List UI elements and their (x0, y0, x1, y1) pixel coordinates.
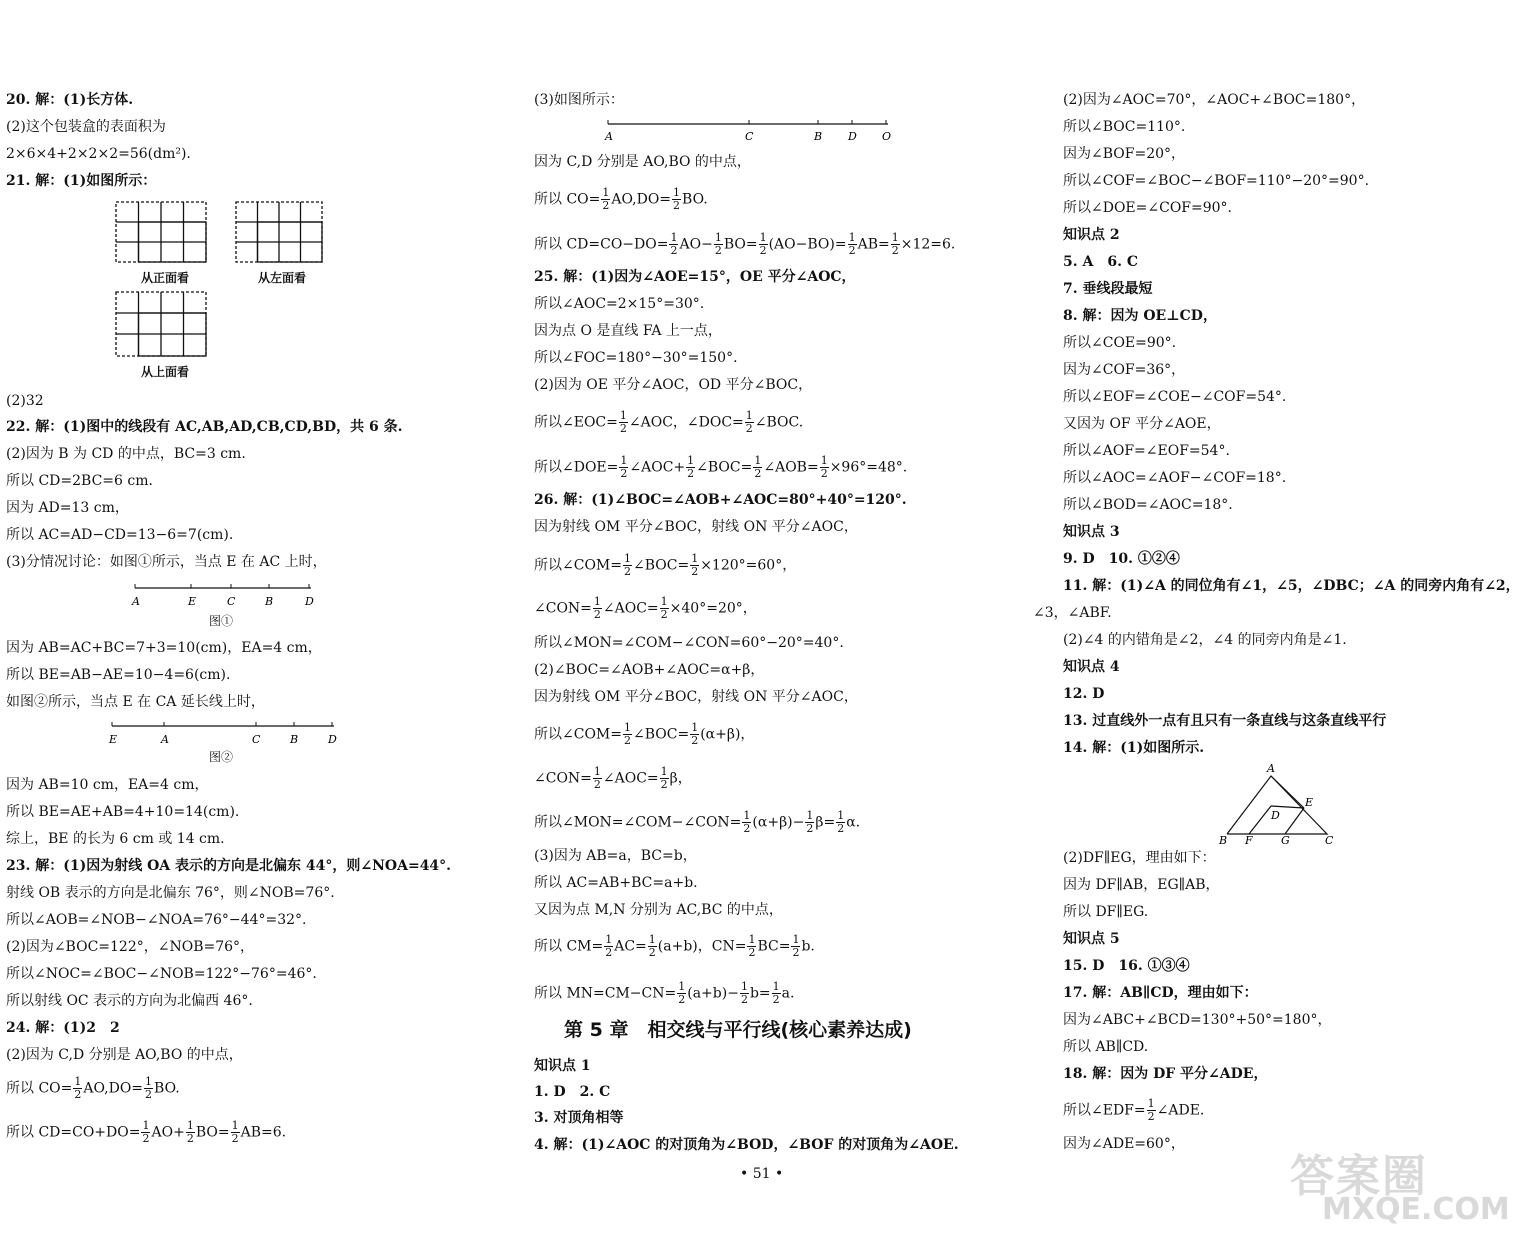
text-line: 所以 AC=AD−CD=13−6=7(cm). (6, 527, 234, 543)
q8-header: 8. 解：因为 OE⊥CD， (1063, 308, 1217, 324)
top-view-grid (116, 292, 206, 356)
front-view-caption: 从正面看 (141, 271, 190, 285)
text-line: 所以∠BOC=110°. (1063, 119, 1186, 135)
q24-header: 24. 解：(1)2 2 (6, 1020, 120, 1036)
fraction: $\frac{1}{2}$ (660, 595, 668, 621)
fig1-label-d: D (305, 595, 314, 608)
fraction-line: 所以∠EDF= $\frac{1}{2}$ ∠ADE. (1063, 1097, 1205, 1123)
chapter-heading: 第 5 章 相交线与平行线(核心素养达成) (564, 1019, 912, 1041)
q11-header: 11. 解：(1)∠A 的同位角有∠1，∠5，∠DBC；∠A 的同旁内角有∠2， (1063, 578, 1520, 594)
fraction-line: 所以 MN=CM−CN= $\frac{1}{2}$ (a+b)− $\frac{1}{2}$ b= $\frac{1}{2}$ a. (534, 980, 795, 1006)
fraction: $\frac{1}{2}$ (624, 552, 631, 578)
fig3-label-o: O (882, 130, 892, 143)
fraction: $\frac{1}{2}$ (678, 980, 686, 1006)
text-line: 所以∠MON=∠COM−∠CON=60°−20°=40°. (534, 635, 844, 651)
text-line: 综上，BE 的长为 6 cm 或 14 cm. (6, 831, 225, 847)
q25-header: 25. 解：(1)因为∠AOE=15°，OE 平分∠AOC， (534, 269, 856, 285)
fraction: $\frac{1}{2}$ (602, 186, 610, 212)
fraction-line: ∠CON= $\frac{1}{2}$ ∠AOC= $\frac{1}{2}$ ×40°=20°， (534, 595, 757, 621)
section-heading: 知识点 1 (534, 1058, 591, 1074)
text-line: 因为∠BOF=20°， (1063, 146, 1186, 162)
fraction: $\frac{1}{2}$ (687, 454, 695, 480)
fig3-label-a: A (605, 130, 613, 143)
fig2-label-e: E (109, 733, 118, 746)
text-line: 12. D (1063, 686, 1105, 702)
left-view-caption: 从左面看 (258, 271, 307, 285)
text-line: 所以∠COE=90°. (1063, 335, 1177, 351)
text-line: 因为∠COF=36°， (1063, 362, 1186, 378)
text-line: 因为 DF∥AB，EG∥AB， (1063, 877, 1220, 893)
q23-header: 23. 解：(1)因为射线 OA 表示的方向是北偏东 44°，则∠NOA=44°. (6, 858, 452, 874)
text-line: 因为 AB=AC+BC=7+3=10(cm)，EA=4 cm， (6, 640, 322, 656)
fraction-line: 所以 CO= $\frac{1}{2}$ AO,DO= $\frac{1}{2}$ BO. (534, 186, 708, 212)
left-view-grid (236, 202, 322, 262)
fig2-label-c: C (252, 733, 261, 746)
section-heading: 知识点 4 (1063, 659, 1120, 675)
text-line: 1. D 2. C (534, 1084, 611, 1100)
fraction-line: 所以∠COM= $\frac{1}{2}$ ∠BOC= $\frac{1}{2}$ (α+β)， (534, 721, 755, 747)
front-view-grid (116, 202, 206, 262)
text-line: (3)因为 AB=a，BC=b， (534, 848, 697, 864)
text-line: (2)因为∠AOC=70°，∠AOC+∠BOC=180°， (1063, 92, 1366, 108)
text-line: 7. 垂线段最短 (1063, 281, 1153, 297)
fraction: $\frac{1}{2}$ (619, 409, 627, 435)
fraction: $\frac{1}{2}$ (605, 933, 613, 959)
fraction-line: 所以 CO= $\frac{1}{2}$ AO,DO= $\frac{1}{2}$ BO. (6, 1075, 180, 1101)
q17-header: 17. 解：AB∥CD，理由如下： (1063, 985, 1258, 1001)
text-line: 2×6×4+2×2×2=56(dm²). (6, 146, 191, 162)
fig1-caption: 图① (209, 614, 234, 628)
fraction: $\frac{1}{2}$ (593, 595, 601, 621)
text-line: 因为点 O 是直线 FA 上一点， (534, 323, 722, 339)
fraction: $\frac{1}{2}$ (142, 1119, 150, 1145)
fraction-line: 所以∠COM= $\frac{1}{2}$ ∠BOC= $\frac{1}{2}$ ×120°=60°， (534, 552, 797, 578)
fraction: $\frac{1}{2}$ (740, 980, 748, 1006)
fraction: $\frac{1}{2}$ (748, 933, 756, 959)
fraction: $\frac{1}{2}$ (792, 933, 800, 959)
tri-label-d: D (1271, 809, 1280, 822)
fig2-label-a: A (161, 733, 169, 746)
fraction: $\frac{1}{2}$ (837, 809, 845, 835)
text-line: 3. 对顶角相等 (534, 1110, 624, 1126)
segment-figure-2-svg (106, 718, 346, 748)
text-line: 9. D 10. ①②④ (1063, 551, 1180, 567)
q20-header: 20. 解：(1)长方体. (6, 92, 134, 108)
fraction: $\frac{1}{2}$ (714, 231, 722, 257)
text-line: 所以∠AOF=∠EOF=54°. (1063, 443, 1230, 459)
fig3-label-b: B (814, 130, 823, 143)
fig2-caption: 图② (209, 750, 234, 764)
fraction-line: ∠CON= $\frac{1}{2}$ ∠AOC= $\frac{1}{2}$ β， (534, 765, 692, 791)
text-line: 因为 C,D 分别是 AO,BO 的中点， (534, 154, 751, 170)
fraction-line: 所以 CD=CO+DO= $\frac{1}{2}$ AO+ $\frac{1}{2}$ BO= $\frac{1}{2}$ AB=6. (6, 1119, 287, 1145)
segment-figure-1 (131, 580, 331, 614)
q4-header: 4. 解：(1)∠AOC 的对顶角为∠BOD，∠BOF 的对顶角为∠AOE. (534, 1137, 959, 1153)
segment-figure-3 (604, 118, 894, 152)
text-line: (2)因为 OE 平分∠AOC，OD 平分∠BOC， (534, 377, 813, 393)
fraction: $\frac{1}{2}$ (624, 721, 631, 747)
text-line: (2)因为∠BOC=122°，∠NOB=76°， (6, 939, 255, 955)
text-line: (2)∠4 的内错角是∠2，∠4 的同旁内角是∠1. (1063, 632, 1347, 648)
fraction: $\frac{1}{2}$ (231, 1119, 239, 1145)
fraction: $\frac{1}{2}$ (772, 980, 780, 1006)
fig3-label-c: C (745, 130, 754, 143)
text-line: 射线 OB 表示的方向是北偏东 76°，则∠NOB=76°. (6, 885, 335, 901)
text-line: (2)这个包装盒的表面积为 (6, 119, 166, 135)
fraction: $\frac{1}{2}$ (848, 231, 856, 257)
fraction: $\frac{1}{2}$ (820, 454, 828, 480)
fraction: $\frac{1}{2}$ (691, 552, 699, 578)
fraction: $\frac{1}{2}$ (660, 765, 668, 791)
section-heading: 知识点 2 (1063, 227, 1120, 243)
fraction: $\frac{1}{2}$ (754, 454, 762, 480)
tri-label-e: E (1305, 796, 1314, 809)
fraction: $\frac{1}{2}$ (593, 765, 601, 791)
page-number: • 51 • (740, 1166, 784, 1182)
q22-header: 22. 解：(1)图中的线段有 AC,AB,AD,CB,CD,BD，共 6 条. (6, 419, 403, 435)
text-line: 所以射线 OC 表示的方向为北偏西 46°. (6, 993, 253, 1009)
fraction: $\frac{1}{2}$ (648, 933, 656, 959)
fraction: $\frac{1}{2}$ (759, 231, 767, 257)
text-line: 因为射线 OM 平分∠BOC，射线 ON 平分∠AOC， (534, 689, 858, 705)
tri-label-a: A (1267, 762, 1275, 775)
tri-label-b: B (1219, 834, 1228, 847)
tri-label-g: G (1281, 834, 1290, 847)
watermark-logo-text: 答案圈 (1290, 1151, 1428, 1202)
text-line: (2)DF∥EG，理由如下： (1063, 850, 1216, 866)
text-line: (2)32 (6, 393, 44, 409)
text-line: 因为∠ABC+∠BCD=130°+50°=180°， (1063, 1012, 1332, 1028)
top-view-caption: 从上面看 (141, 365, 190, 379)
text-line: 又因为 OF 平分∠AOE， (1063, 416, 1221, 432)
fig1-label-a: A (132, 595, 140, 608)
text-line: 5. A 6. C (1063, 254, 1138, 270)
text-line: 所以∠AOC=2×15°=30°. (534, 296, 705, 312)
fig2-label-d: D (328, 733, 337, 746)
text-line: 所以∠AOB=∠NOB−∠NOA=76°−44°=32°. (6, 912, 307, 928)
text-line: 所以∠BOD=∠AOC=18°. (1063, 497, 1233, 513)
segment-figure-3-svg (604, 118, 894, 148)
fraction-line: 所以∠MON=∠COM−∠CON= $\frac{1}{2}$ (α+β)− $\frac{1}{2}$ β= $\frac{1}{2}$ α. (534, 809, 861, 835)
fraction: $\frac{1}{2}$ (620, 454, 628, 480)
segment-figure-1-svg (131, 580, 331, 610)
fig1-label-e: E (188, 595, 197, 608)
text-line: 所以 BE=AE+AB=4+10=14(cm). (6, 804, 240, 820)
fraction-line: 所以 CD=CO−DO= $\frac{1}{2}$ AO− $\frac{1}{2}$ BO= $\frac{1}{2}$ (AO−BO)= $\frac{1}{2}$ AB= $\frac{1}{2}$ ×12=6. (534, 231, 956, 257)
fraction: $\frac{1}{2}$ (806, 809, 814, 835)
fraction-line: 所以∠DOE= $\frac{1}{2}$ ∠AOC+ $\frac{1}{2}$ ∠BOC= $\frac{1}{2}$ ∠AOB= $\frac{1}{2}$ ×96°=48°. (534, 454, 908, 480)
three-views-svg (116, 198, 316, 378)
text-line: 所以 DF∥EG. (1063, 904, 1149, 920)
fig1-label-c: C (227, 595, 236, 608)
tri-label-f: F (1245, 834, 1253, 847)
text-line: 因为 AB=10 cm，EA=4 cm， (6, 777, 209, 793)
fig2-label-b: B (290, 733, 299, 746)
fig1-label-b: B (265, 595, 274, 608)
text-line: (3)如图所示： (534, 92, 624, 108)
q26-header: 26. 解：(1)∠BOC=∠AOB+∠AOC=80°+40°=120°. (534, 492, 907, 508)
text-line: 又因为点 M,N 分别为 AC,BC 的中点， (534, 902, 783, 918)
q14-header: 14. 解：(1)如图所示. (1063, 740, 1205, 756)
text-line: 因为射线 OM 平分∠BOC，射线 ON 平分∠AOC， (534, 519, 858, 535)
text-line: 所以 BE=AB−AE=10−4=6(cm). (6, 667, 231, 683)
text-line: 如图②所示，当点 E 在 CA 延长线上时， (6, 694, 265, 710)
text-line: 所以 CD=2BC=6 cm. (6, 473, 153, 489)
fraction: $\frac{1}{2}$ (743, 809, 751, 835)
text-line: 因为∠ADE=60°， (1063, 1136, 1185, 1152)
text-line: 因为 AD=13 cm， (6, 500, 129, 516)
triangle-figure-svg (1219, 762, 1339, 847)
text-line: (2)因为 C,D 分别是 AO,BO 的中点， (6, 1047, 243, 1063)
text-line: (3)分情况讨论：如图①所示，当点 E 在 AC 上时， (6, 554, 327, 570)
fraction: $\frac{1}{2}$ (74, 1075, 82, 1101)
watermark-url: MXQE.COM (1322, 1192, 1510, 1227)
section-heading: 知识点 5 (1063, 931, 1120, 947)
fraction: $\frac{1}{2}$ (145, 1075, 153, 1101)
section-heading: 知识点 3 (1063, 524, 1120, 540)
text-line: (2)∠BOC=∠AOB+∠AOC=α+β， (534, 662, 765, 678)
text-line: 所以 AC=AB+BC=a+b. (534, 875, 698, 891)
fraction: $\frac{1}{2}$ (745, 409, 753, 435)
text-line: 所以∠FOC=180°−30°=150°. (534, 350, 738, 366)
text-line: 15. D 16. ①③④ (1063, 958, 1190, 974)
fraction: $\frac{1}{2}$ (691, 721, 699, 747)
text-line: 所以∠EOF=∠COE−∠COF=54°. (1063, 389, 1287, 405)
text-line: 13. 过直线外一点有且只有一条直线与这条直线平行 (1063, 713, 1387, 729)
tri-label-c: C (1325, 834, 1334, 847)
text-line: 所以∠COF=∠BOC−∠BOF=110°−20°=90°. (1063, 173, 1370, 189)
fraction: $\frac{1}{2}$ (673, 186, 681, 212)
fraction: $\frac{1}{2}$ (1147, 1097, 1155, 1123)
three-views-figure (116, 198, 316, 382)
fraction: $\frac{1}{2}$ (186, 1119, 194, 1145)
text-line: (2)因为 B 为 CD 的中点，BC=3 cm. (6, 446, 246, 462)
text-line: 所以∠DOE=∠COF=90°. (1063, 200, 1233, 216)
fraction-line: 所以 CM= $\frac{1}{2}$ AC= $\frac{1}{2}$ (a+b)，CN= $\frac{1}{2}$ BC= $\frac{1}{2}$ b. (534, 933, 815, 959)
q18-header: 18. 解：因为 DF 平分∠ADE， (1063, 1066, 1268, 1082)
fraction: $\frac{1}{2}$ (670, 231, 678, 257)
text-line: 所以 AB∥CD. (1063, 1039, 1149, 1055)
triangle-figure (1219, 762, 1339, 846)
segment-figure-2 (106, 718, 346, 752)
text-line: ∠3，∠ABF. (1033, 605, 1112, 621)
text-line: 所以∠AOC=∠AOF−∠COF=18°. (1063, 470, 1287, 486)
fig3-label-d: D (848, 130, 857, 143)
q21-header: 21. 解：(1)如图所示： (6, 173, 157, 189)
fraction-line: 所以∠EOC= $\frac{1}{2}$ ∠AOC，∠DOC= $\frac{1}{2}$ ∠BOC. (534, 409, 804, 435)
text-line: 所以∠NOC=∠BOC−∠NOB=122°−76°=46°. (6, 966, 317, 982)
fraction: $\frac{1}{2}$ (891, 231, 899, 257)
